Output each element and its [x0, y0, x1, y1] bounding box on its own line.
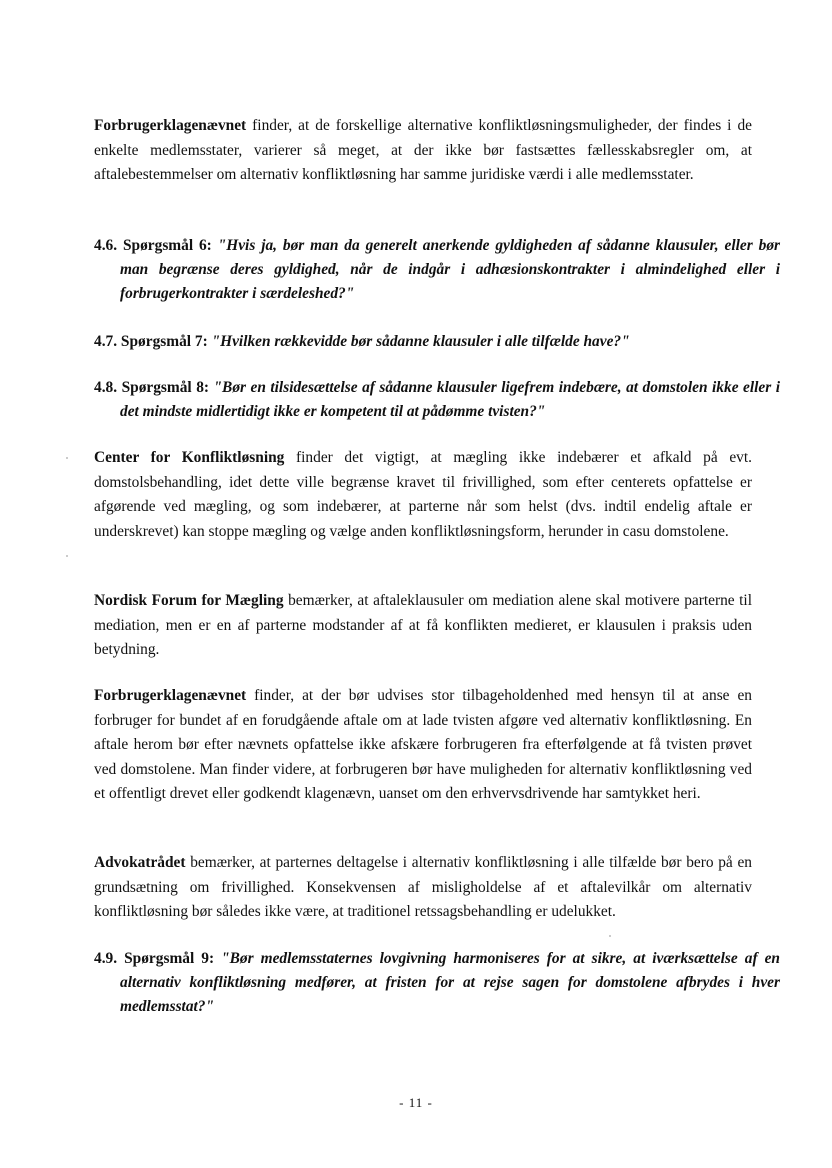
paragraph-forbrugerklagenaevnet-1 [94, 114, 752, 188]
paragraph-text: finder, at de forskellige alternative konfliktløsningsmuligheder, der findes i de enkelte medlemsstater, varierer så meget, at der ikke bør fastsættes fællesskabsregler om, at aftalebestemmelser om alternativ konfliktløsning har samme juridiske værdi i alle medlemsstater. [94, 117, 752, 184]
question-number: 4.9. Spørgsmål 9: [94, 950, 222, 967]
question-text: "Hvilken rækkevidde bør sådanne klausuler i alle tilfælde have?" [211, 333, 630, 350]
scan-speck [66, 457, 68, 459]
paragraph-text: finder det vigtigt, at mægling ikke indebærer et afkald på evt. domstolsbehandling, idet dette ville begrænse kravet til frivillighed, som efter centerets opfattelse er afgørende ved mægling, og som indebærer, at parterne når som helst (dvs. indtil endelig aftale er underskrevet) kan stoppe mægling og vælge anden konfliktløsningsform, herunder in casu domstolene. [94, 449, 752, 540]
paragraph-lead: Forbrugerklagenævnet [94, 117, 247, 134]
paragraph-advokatraadet [94, 851, 752, 925]
paragraph-center-for-konfliktloesning [94, 446, 752, 544]
paragraph-text: finder, at der bør udvises stor tilbageholdenhed med hensyn til at anse en forbruger for bundet af en forudgående aftale om at lade tvisten afgøre ved alternativ konfliktløsning. En aftale herom bør efter nævnets opfattelse ikke afskære forbrugeren fra efterfølgende at få tvisten prøvet ved domstolene. Man finder videre, at forbrugeren bør have muligheden for alternativ konfliktløsning ved et offentligt drevet eller godkendt klagenævn, uanset om den erhvervsdrivende har samtykket heri. [94, 687, 752, 803]
paragraph-text: bemærker, at parternes deltagelse i alternativ konfliktløsning i alle tilfælde bør bero på en grundsætning om frivillighed. Konsekvensen af misligholdelse af et aftalevilkår om alternativ konfliktløsning bør således ikke være, at traditionel retssagsbehandling er udelukket. [94, 854, 752, 921]
question-9 [94, 947, 780, 1019]
paragraph-lead: Advokatrådet [94, 854, 186, 871]
question-text: "Bør medlemsstaternes lovgivning harmoniseres for at sikre, at iværksættelse af en alternativ konfliktløsning medfører, at fristen for at rejse sagen for domstolene afbrydes i hver medlemsstat?" [120, 950, 780, 1015]
paragraph-text: bemærker, at aftaleklausuler om mediation alene skal motivere parterne til mediation, men er en af parterne modstander af at få konflikten medieret, er klausulen i praksis uden betydning. [94, 592, 752, 659]
paragraph-nordisk-forum [94, 589, 752, 663]
paragraph-lead: Forbrugerklagenævnet [94, 687, 247, 704]
question-7 [94, 330, 780, 354]
paragraph-forbrugerklagenaevnet-2 [94, 684, 752, 807]
question-number: 4.6. Spørgsmål 6: [94, 237, 218, 254]
scan-speck [66, 555, 68, 557]
question-number: 4.7. Spørgsmål 7: [94, 333, 212, 350]
paragraph-lead: Nordisk Forum for Mægling [94, 592, 284, 609]
paragraph-lead: Center for Konfliktløsning [94, 449, 285, 466]
question-8 [94, 376, 780, 424]
question-number: 4.8. Spørgsmål 8: [94, 379, 214, 396]
question-text: "Hvis ja, bør man da generelt anerkende gyldigheden af sådanne klausuler, eller bør man begrænse deres gyldighed, når de indgår i adhæsionskontrakter i almindelighed eller i forbrugerkontrakter i særdeleshed?" [120, 237, 781, 302]
question-text: "Bør en tilsidesættelse af sådanne klausuler ligefrem indebære, at domstolen ikke eller i det mindste midlertidigt ikke er kompetent til at pådømme tvisten?" [120, 379, 780, 420]
page-number: - 11 - [399, 1095, 433, 1110]
scan-speck [609, 935, 611, 937]
question-6 [94, 234, 780, 306]
